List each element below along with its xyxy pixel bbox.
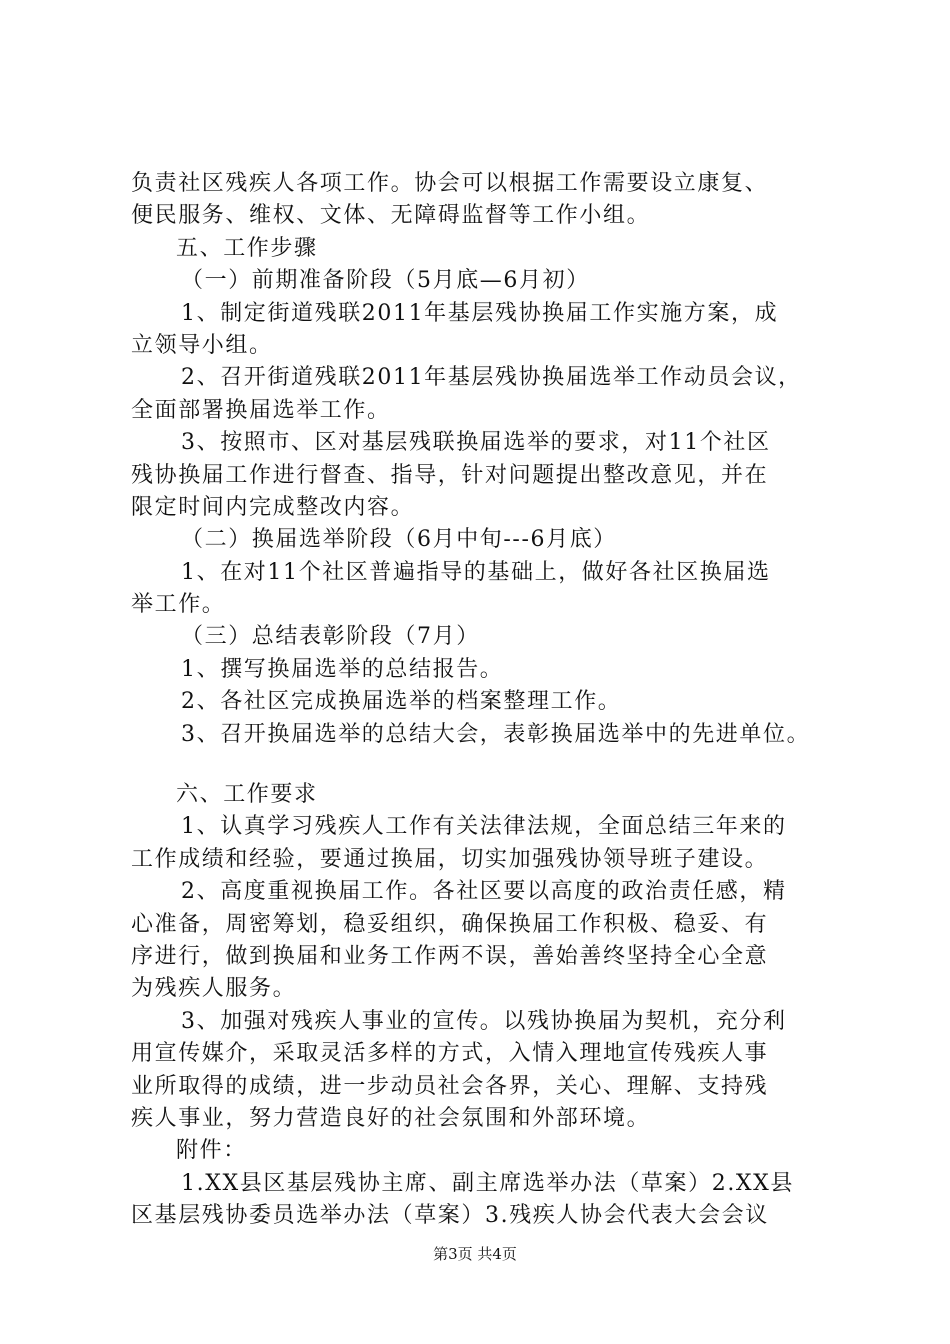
paragraph-line: 疾人事业，努力营造良好的社会氛围和外部环境。 bbox=[131, 1105, 651, 1131]
paragraph-line: 负责社区残疾人各项工作。协会可以根据工作需要设立康复、 bbox=[131, 171, 769, 196]
document-body bbox=[131, 168, 831, 1233]
paragraph-line: 用宣传媒介，采取灵活多样的方式，入情入理地宣传残疾人事 bbox=[131, 1041, 769, 1067]
section-heading: 五、工作步骤 bbox=[176, 235, 318, 261]
section-heading: 六、工作要求 bbox=[176, 782, 318, 808]
paragraph-line: 为残疾人服务。 bbox=[131, 976, 297, 1002]
paragraph-line: 1、在对11个社区普遍指导的基础上，做好各社区换届选 bbox=[181, 559, 771, 585]
attachment-heading: 附件： bbox=[176, 1138, 247, 1164]
paragraph-line: 残协换届工作进行督查、指导，针对问题提出整改意见，并在 bbox=[131, 462, 769, 488]
paragraph-line: 举工作。 bbox=[131, 592, 226, 618]
paragraph-line: 1、撰写换届选举的总结报告。 bbox=[181, 656, 504, 682]
page-number-footer: 第3页 共4页 bbox=[433, 1245, 517, 1263]
paragraph-line: 工作成绩和经验，要通过换届，切实加强残协领导班子建设。 bbox=[131, 846, 769, 872]
paragraph-line: 业所取得的成绩，进一步动员社会各界，关心、理解、支持残 bbox=[131, 1073, 769, 1099]
paragraph-line: 立领导小组。 bbox=[131, 332, 273, 358]
paragraph-line: 1、制定街道残联2011年基层残协换届工作实施方案，成 bbox=[181, 300, 779, 326]
paragraph-line: 心准备，周密筹划，稳妥组织，确保换届工作积极、稳妥、有 bbox=[131, 911, 769, 937]
paragraph-line: 限定时间内完成整改内容。 bbox=[131, 494, 415, 520]
paragraph-line: 区基层残协委员选举办法（草案）3.残疾人协会代表大会会议 bbox=[131, 1203, 769, 1229]
subsection-heading: （三）总结表彰阶段（7月） bbox=[181, 624, 480, 650]
paragraph-line: 便民服务、维权、文体、无障碍监督等工作小组。 bbox=[131, 203, 651, 229]
subsection-heading: （一）前期准备阶段（5月底—6月初） bbox=[181, 268, 590, 294]
paragraph-line: 序进行，做到换届和业务工作两不误，善始善终坚持全心全意 bbox=[131, 943, 769, 969]
paragraph-line: 3、召开换届选举的总结大会，表彰换届选举中的先进单位。 bbox=[181, 721, 811, 747]
paragraph-line: 3、加强对残疾人事业的宣传。以残协换届为契机，充分利 bbox=[181, 1008, 787, 1034]
paragraph-line: 1、认真学习残疾人工作有关法律法规，全面总结三年来的 bbox=[181, 814, 787, 840]
paragraph-line: 2、各社区完成换届选举的档案整理工作。 bbox=[181, 689, 622, 715]
paragraph-line: 全面部署换届选举工作。 bbox=[131, 397, 391, 423]
paragraph-gap bbox=[131, 751, 831, 779]
paragraph-line: 2、高度重视换届工作。各社区要以高度的政治责任感，精 bbox=[181, 879, 787, 905]
subsection-heading: （二）换届选举阶段（6月中旬---6月底） bbox=[181, 527, 617, 553]
paragraph-line: 3、按照市、区对基层残联换届选举的要求，对11个社区 bbox=[181, 430, 771, 456]
paragraph-line: 1.XX县区基层残协主席、副主席选举办法（草案）2.XX县 bbox=[181, 1170, 795, 1196]
paragraph-line: 2、召开街道残联2011年基层残协换届选举工作动员会议， bbox=[181, 365, 802, 391]
